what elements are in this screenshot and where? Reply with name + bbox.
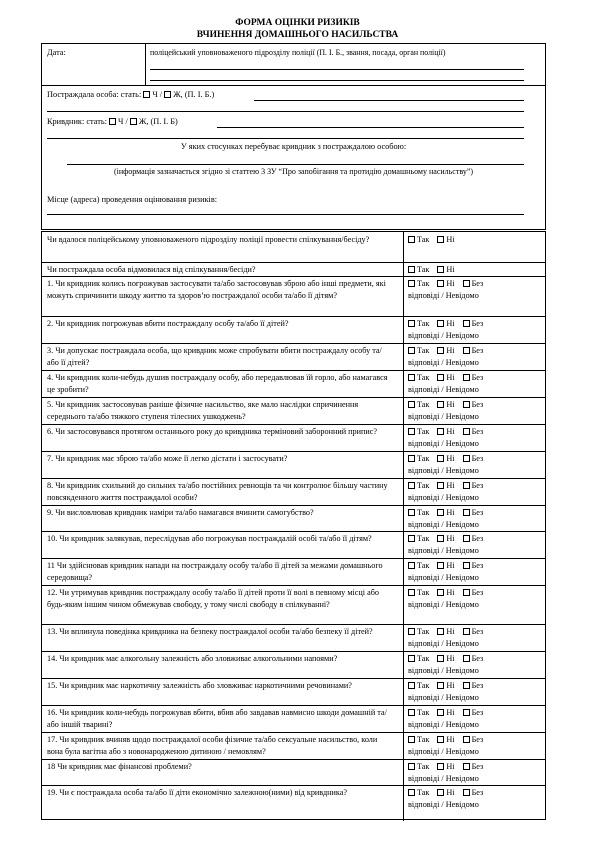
answer-unknown-label: Без [471, 627, 484, 636]
answer-yes-checkbox[interactable] [408, 535, 415, 542]
answer-options [408, 264, 544, 276]
answer-unknown-checkbox[interactable] [463, 280, 470, 287]
answer-yes-checkbox[interactable] [408, 509, 415, 516]
answer-yes-label: Так [417, 427, 430, 436]
answer-options [408, 318, 544, 342]
answer-unknown-label-2: відповіді / Невідомо [408, 466, 479, 476]
officer-line-1[interactable] [150, 69, 524, 70]
answer-no-label: Ні [446, 427, 455, 436]
answer-yes-checkbox[interactable] [408, 736, 415, 743]
answer-unknown-label-2: відповіді / Невідомо [408, 331, 479, 341]
question-text: 19. Чи є постраждала особа та/або її діти економічно залежною(ними) від кривдника? [47, 788, 348, 797]
question-row [42, 262, 545, 276]
abuser-name-line-2[interactable] [47, 138, 524, 139]
question-row [42, 316, 545, 343]
answer-options [408, 507, 544, 531]
question-text: 3. Чи допускає постраждала особа, що кривдник може спробувати вбити постраждалу особу та/або її дітей? [47, 346, 382, 368]
answer-yes-checkbox[interactable] [408, 320, 415, 327]
answer-no-label: Ні [446, 654, 455, 663]
question-text: 8. Чи кривдник схильний до сильних та/або постійних ревнощів та чи контролює більшу частину повсякденного життя постраждалої особи? [47, 481, 388, 503]
answer-unknown-label: Без [471, 373, 484, 382]
answer-no-label: Ні [446, 235, 455, 244]
answer-yes-label: Так [417, 788, 430, 797]
answer-yes-label: Так [417, 627, 430, 636]
info-section [41, 43, 546, 230]
answer-no-checkbox[interactable] [437, 509, 444, 516]
answer-yes-label: Так [417, 681, 430, 690]
victim-male-checkbox[interactable] [143, 91, 150, 98]
answer-unknown-checkbox[interactable] [463, 535, 470, 542]
answer-unknown-label: Без [471, 762, 484, 771]
abuser-label: Кривдник: стать: [47, 117, 107, 126]
answer-unknown-label-2: відповіді / Невідомо [408, 600, 479, 610]
answer-unknown-label-2: відповіді / Невідомо [408, 639, 479, 649]
question-text: 11 Чи здійснював кривдник напади на постраждалу особу та/або її дітей за межами домашнього середовища? [47, 561, 383, 583]
question-text: 15. Чи кривдник має наркотичну залежність або зловживає наркотичними речовинами? [47, 681, 352, 690]
question-text: Чи постраждала особа відмовилася від спілкування/бесіди? [47, 265, 256, 274]
answer-options [408, 787, 544, 811]
answer-yes-label: Так [417, 400, 430, 409]
answer-unknown-label-2: відповіді / Невідомо [408, 493, 479, 503]
answer-no-checkbox[interactable] [437, 236, 444, 243]
victim-female-checkbox[interactable] [164, 91, 171, 98]
answer-no-checkbox[interactable] [437, 347, 444, 354]
question-row [42, 531, 545, 558]
answer-unknown-checkbox[interactable] [463, 709, 470, 716]
answer-unknown-checkbox[interactable] [463, 428, 470, 435]
question-text: 2. Чи кривдник погрожував вбити постраждалу особу та/або її дітей? [47, 319, 289, 328]
answer-unknown-label: Без [471, 708, 484, 717]
relation-note: (інформація зазначається згідно зі статтею 3 ЗУ “Про запобігання та протидію домашньому насильству”) [113, 167, 474, 176]
answer-no-checkbox[interactable] [437, 374, 444, 381]
question-row [42, 705, 545, 732]
place-line[interactable] [47, 214, 524, 215]
question-row [42, 651, 545, 678]
answer-yes-checkbox[interactable] [408, 709, 415, 716]
answer-unknown-label-2: відповіді / Невідомо [408, 747, 479, 757]
form-title-line1: ФОРМА ОЦІНКИ РИЗИКІВ [235, 18, 360, 28]
answer-no-label: Ні [446, 400, 455, 409]
answer-unknown-checkbox[interactable] [463, 655, 470, 662]
question-row [42, 785, 545, 812]
question-row [42, 370, 545, 397]
answer-no-checkbox[interactable] [437, 736, 444, 743]
answer-unknown-label: Без [471, 561, 484, 570]
abuser-female-checkbox[interactable] [130, 118, 137, 125]
question-text: 5. Чи кривдник застосовував раніше фізичне насильство, яке мало наслідки спричинення середнього та/або тяжкого ступеня тілесних ушкоджень? [47, 400, 359, 422]
answer-unknown-label-2: відповіді / Невідомо [408, 800, 479, 810]
answer-no-label: Ні [446, 681, 455, 690]
answer-unknown-label: Без [471, 427, 484, 436]
answer-yes-label: Так [417, 534, 430, 543]
answer-options [408, 399, 544, 423]
answer-yes-label: Так [417, 235, 430, 244]
answer-no-label: Ні [446, 373, 455, 382]
answer-no-label: Ні [446, 508, 455, 517]
answer-unknown-label-2: відповіді / Невідомо [408, 693, 479, 703]
answer-unknown-checkbox[interactable] [463, 763, 470, 770]
answer-no-label: Ні [446, 627, 455, 636]
question-text: 10. Чи кривдник залякував, переслідував або погрожував постраждалій особі та/або її дітям? [47, 534, 372, 543]
answer-yes-label: Так [417, 454, 430, 463]
question-text: 13. Чи вплинула поведінка кривдника на безпеку постраждалої особи та/або безпеку її дітей? [47, 627, 373, 636]
answer-unknown-checkbox[interactable] [463, 401, 470, 408]
answer-yes-checkbox[interactable] [408, 482, 415, 489]
answer-yes-checkbox[interactable] [408, 401, 415, 408]
answer-options [408, 345, 544, 369]
relation-question: У яких стосунках перебуває кривдник з постраждалою особою: [180, 142, 407, 151]
answer-options [408, 426, 544, 450]
answer-no-checkbox[interactable] [437, 789, 444, 796]
question-text: 9. Чи висловлював кривдник наміри та/або намагався вчинити самогубство? [47, 508, 314, 517]
answer-no-label: Ні [446, 346, 455, 355]
answer-unknown-label: Без [471, 735, 484, 744]
question-text: 6. Чи застосовувався протягом останнього року до кривдника терміновий заборонний припис? [47, 427, 378, 436]
answer-yes-checkbox[interactable] [408, 655, 415, 662]
answer-no-checkbox[interactable] [437, 589, 444, 596]
answer-no-checkbox[interactable] [437, 320, 444, 327]
answer-options [408, 761, 544, 785]
question-row [42, 505, 545, 531]
answer-yes-checkbox[interactable] [408, 628, 415, 635]
victim-name-line-1[interactable] [254, 100, 524, 101]
answer-no-checkbox[interactable] [437, 266, 444, 273]
officer-line-2[interactable] [150, 80, 524, 81]
answer-unknown-checkbox[interactable] [463, 374, 470, 381]
answer-unknown-checkbox[interactable] [463, 320, 470, 327]
question-row [42, 558, 545, 585]
answer-unknown-label-2: відповіді / Невідомо [408, 439, 479, 449]
answer-options [408, 234, 544, 246]
question-text: Чи вдалося поліцейському уповноваженого підрозділу поліції провести спілкування/бесіду? [47, 235, 370, 244]
question-row [42, 424, 545, 451]
answer-yes-checkbox[interactable] [408, 589, 415, 596]
answer-no-checkbox[interactable] [437, 709, 444, 716]
answer-options [408, 653, 544, 677]
question-text: 4. Чи кривдник коли-небудь душив постраждалу особу, або передавлював їй горло, або намагався це зробити? [47, 373, 388, 395]
answer-unknown-label-2: відповіді / Невідомо [408, 546, 479, 556]
answer-unknown-checkbox[interactable] [463, 736, 470, 743]
answer-options [408, 707, 544, 731]
answer-no-label: Ні [446, 534, 455, 543]
answer-options [408, 734, 544, 758]
question-row [42, 397, 545, 424]
answer-yes-checkbox[interactable] [408, 763, 415, 770]
victim-label: Постраждала особа: стать: [47, 90, 142, 99]
question-text: 1. Чи кривдник колись погрожував застосувати та/або застосовував зброю або інші предмети, які можуть спричинити шкоду життю та здоров’ю постраждалої особи та/або її дітям? [47, 279, 386, 301]
answer-unknown-label: Без [471, 454, 484, 463]
answer-no-label: Ні [446, 319, 455, 328]
answer-no-checkbox[interactable] [437, 562, 444, 569]
answer-unknown-checkbox[interactable] [463, 455, 470, 462]
answer-yes-label: Так [417, 762, 430, 771]
answer-yes-checkbox[interactable] [408, 280, 415, 287]
answer-options [408, 278, 544, 302]
relation-line[interactable] [67, 164, 524, 165]
answer-unknown-label-2: відповіді / Невідомо [408, 520, 479, 530]
answer-unknown-label: Без [471, 279, 484, 288]
answer-yes-checkbox[interactable] [408, 455, 415, 462]
answer-no-label: Ні [446, 735, 455, 744]
place-label: Місце (адреса) проведення оцінювання ризиків: [47, 195, 218, 204]
answer-yes-label: Так [417, 346, 430, 355]
victim-name-line-2[interactable] [47, 111, 524, 112]
question-text: 18 Чи кривдник має фінансові проблеми? [47, 762, 192, 771]
answer-options [408, 453, 544, 477]
answer-unknown-checkbox[interactable] [463, 482, 470, 489]
answer-yes-label: Так [417, 319, 430, 328]
officer-label: поліцейський уповноваженого підрозділу поліції (П. І. Б., звання, посада, орган поліції) [150, 48, 446, 57]
answer-unknown-checkbox[interactable] [463, 562, 470, 569]
answer-options [408, 480, 544, 504]
answer-no-checkbox[interactable] [437, 655, 444, 662]
question-text: 12. Чи утримував кривдник постраждалу особу та/або її дітей проти її волі в певному місці або будь-яким іншим чином обмежував свободу, у тому числі свободу в спілкуванні? [47, 588, 380, 610]
answer-yes-label: Так [417, 373, 430, 382]
answer-yes-checkbox[interactable] [408, 266, 415, 273]
answer-no-checkbox[interactable] [437, 455, 444, 462]
answer-unknown-checkbox[interactable] [463, 789, 470, 796]
answer-unknown-label-2: відповіді / Невідомо [408, 385, 479, 395]
answer-unknown-label: Без [471, 788, 484, 797]
answer-no-checkbox[interactable] [437, 763, 444, 770]
question-row [42, 451, 545, 478]
answer-yes-label: Так [417, 588, 430, 597]
answer-no-label: Ні [446, 265, 455, 274]
question-row [42, 732, 545, 759]
answer-yes-label: Так [417, 265, 430, 274]
abuser-row [47, 116, 178, 128]
answer-no-checkbox[interactable] [437, 535, 444, 542]
answer-yes-label: Так [417, 561, 430, 570]
answer-unknown-label: Без [471, 681, 484, 690]
answer-yes-checkbox[interactable] [408, 347, 415, 354]
abuser-male-checkbox[interactable] [109, 118, 116, 125]
answer-no-checkbox[interactable] [437, 401, 444, 408]
answer-unknown-label: Без [471, 481, 484, 490]
question-row [42, 678, 545, 705]
answer-options [408, 626, 544, 650]
answer-unknown-label-2: відповіді / Невідомо [408, 573, 479, 583]
question-text: 17. Чи кривдник вчиняв щодо постраждалої особи фізичне та/або сексуальне насильство, коли вона була вагітна або з новонародженою дитиною / немовлям? [47, 735, 378, 757]
answer-yes-checkbox[interactable] [408, 374, 415, 381]
answer-unknown-label-2: відповіді / Невідомо [408, 666, 479, 676]
answer-unknown-checkbox[interactable] [463, 509, 470, 516]
answer-no-checkbox[interactable] [437, 428, 444, 435]
abuser-male-label: Ч / [118, 117, 128, 126]
answer-options [408, 560, 544, 584]
answer-unknown-label: Без [471, 588, 484, 597]
answer-yes-label: Так [417, 735, 430, 744]
question-row [42, 232, 545, 262]
answer-yes-checkbox[interactable] [408, 562, 415, 569]
question-row [42, 624, 545, 651]
answer-yes-label: Так [417, 481, 430, 490]
answer-unknown-checkbox[interactable] [463, 682, 470, 689]
answer-options [408, 372, 544, 396]
answer-options [408, 680, 544, 704]
answer-unknown-label: Без [471, 508, 484, 517]
answer-unknown-label: Без [471, 400, 484, 409]
answer-no-label: Ні [446, 561, 455, 570]
question-row [42, 759, 545, 785]
date-label: Дата: [47, 48, 66, 57]
answer-yes-checkbox[interactable] [408, 789, 415, 796]
answer-yes-label: Так [417, 708, 430, 717]
answer-no-checkbox[interactable] [437, 682, 444, 689]
answer-unknown-checkbox[interactable] [463, 589, 470, 596]
answer-no-label: Ні [446, 588, 455, 597]
question-text: 16. Чи кривдник коли-небудь погрожував вбити, вбив або завдавав навмисно шкоди домашній та/або іншій тварині? [47, 708, 387, 730]
question-row [42, 276, 545, 316]
answer-no-checkbox[interactable] [437, 482, 444, 489]
answer-no-checkbox[interactable] [437, 280, 444, 287]
risk-questions-table [41, 231, 546, 820]
answer-unknown-label-2: відповіді / Невідомо [408, 291, 479, 301]
answer-no-label: Ні [446, 481, 455, 490]
answer-options [408, 587, 544, 611]
victim-female-label: Ж, (П. І. Б.) [173, 90, 215, 99]
answer-no-checkbox[interactable] [437, 628, 444, 635]
answer-unknown-label-2: відповіді / Невідомо [408, 412, 479, 422]
answer-yes-checkbox[interactable] [408, 236, 415, 243]
question-row [42, 478, 545, 505]
abuser-name-line-1[interactable] [217, 127, 524, 128]
answer-unknown-checkbox[interactable] [463, 628, 470, 635]
answer-unknown-label: Без [471, 346, 484, 355]
answer-yes-label: Так [417, 508, 430, 517]
answer-no-label: Ні [446, 708, 455, 717]
question-text: 14. Чи кривдник має алкогольну залежність або зловживає алкогольними напоями? [47, 654, 338, 663]
answer-no-label: Ні [446, 454, 455, 463]
answer-unknown-label-2: відповіді / Невідомо [408, 720, 479, 730]
victim-male-label: Ч / [152, 90, 163, 99]
answer-yes-checkbox[interactable] [408, 682, 415, 689]
answer-unknown-label: Без [471, 654, 484, 663]
answer-yes-label: Так [417, 279, 430, 288]
answer-no-label: Ні [446, 788, 455, 797]
answer-no-label: Ні [446, 762, 455, 771]
answer-unknown-label: Без [471, 319, 484, 328]
answer-yes-checkbox[interactable] [408, 428, 415, 435]
answer-unknown-label: Без [471, 534, 484, 543]
answer-unknown-checkbox[interactable] [463, 347, 470, 354]
answer-options [408, 533, 544, 557]
answer-no-label: Ні [446, 279, 455, 288]
form-title-line2: ВЧИНЕННЯ ДОМАШНЬОГО НАСИЛЬСТВА [196, 30, 399, 40]
answer-unknown-label-2: відповіді / Невідомо [408, 774, 479, 784]
question-row [42, 343, 545, 370]
victim-row [47, 89, 214, 101]
abuser-female-label: Ж, (П. І. Б) [138, 117, 178, 126]
answer-unknown-label-2: відповіді / Невідомо [408, 358, 479, 368]
question-row [42, 585, 545, 624]
answer-yes-label: Так [417, 654, 430, 663]
question-text: 7. Чи кривдник має зброю та/або може її легко дістати і застосувати? [47, 454, 288, 463]
